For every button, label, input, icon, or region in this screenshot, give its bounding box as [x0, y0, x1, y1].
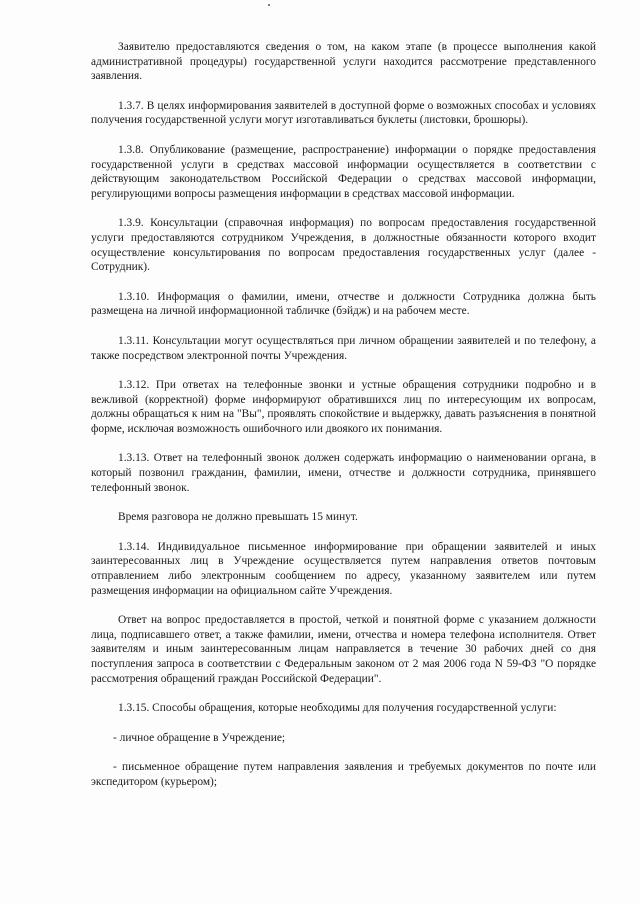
scan-speck: [268, 4, 270, 6]
paragraph-1-3-11: 1.3.11. Консультации могут осуществляться при личном обращении заявителей и по телефону, а также посредством электронной почты Учреждения.: [91, 334, 596, 362]
paragraph-1-3-12: 1.3.12. При ответах на телефонные звонки и устные обращения сотрудники подробно и в вежливой (корректной) форме информируют обратившихся лиц по интересующим их вопросам, должны обращаться к ним на "Вы", проявлять спокойствие и выдержку, давать разъяснения в понятной форме, исключая возможность ошибочного или двоякого их понимания.: [91, 379, 596, 435]
paragraph-1-3-15: 1.3.15. Способы обращения, которые необходимы для получения государственной услуги:: [118, 702, 557, 715]
paragraph-application-status: Заявителю предоставляются сведения о том, на каком этапе (в процессе выполнения какой административной процедуры) государственной услуги находится рассмотрение представленного заявления.: [91, 41, 596, 83]
list-item-personal-appeal: - личное обращение в Учреждение;: [113, 731, 286, 744]
paragraph-1-3-13: 1.3.13. Ответ на телефонный звонок должен содержать информацию о наименовании органа, в который позвонил гражданин, фамилии, имени, отчестве и должности сотрудника, принявшего телефонный звонок.: [91, 452, 596, 494]
paragraph-1-3-9: 1.3.9. Консультации (справочная информация) по вопросам предоставления государственной услуги предоставляются сотрудником Учреждения, в должностные обязанности которого входит осуществление консультирования по вопросам предоставления государственных услуг (далее - Сотрудник).: [91, 217, 596, 274]
paragraph-response-form: Ответ на вопрос предоставляется в простой, четкой и понятной форме с указанием должности лица, подписавшего ответ, а также фамилии, имени, отчества и номера телефона исполнителя. Ответ заявителям и иным заинтересованным лицам направляется в течение 30 рабочих дней со дня поступления запроса в соответствии с Федеральным законом от 2 мая 2006 года N 59-ФЗ "О порядке рассмотрения обращений граждан Российской Федерации".: [91, 614, 596, 685]
document-body: [91, 40, 596, 801]
paragraph-1-3-10: 1.3.10. Информация о фамилии, имени, отчестве и должности Сотрудника должна быть размещена на личной информационной табличке (бэйдж) и на рабочем месте.: [91, 290, 596, 318]
list-item-written-appeal: - письменное обращение путем направления заявления и требуемых документов по почте или экспедитором (курьером);: [91, 761, 596, 788]
paragraph-1-3-14: 1.3.14. Индивидуальное письменное информирование при обращении заявителей и иных заинтересованных лиц в Учреждение осуществляется путем направления ответов почтовым отправлением либо электронным сообщением по адресу, указанному заявителем или путем размещения информации на официальном сайте Учреждения.: [91, 540, 596, 597]
paragraph-call-duration: Время разговора не должно превышать 15 минут.: [118, 511, 358, 524]
paragraph-1-3-8: 1.3.8. Опубликование (размещение, распространение) информации о порядке предоставления государственной услуги в средствах массовой информации осуществляется в соответствии с действующим законодательством Российской Федерации о средствах массовой информации, регулирующими вопросы размещения информации в средствах массовой информации.: [91, 143, 596, 200]
paragraph-1-3-7: 1.3.7. В целях информирования заявителей в доступной форме о возможных способах и условиях получения государственной услуги могут изготавливаться буклеты (листовки, брошюры).: [91, 99, 596, 127]
